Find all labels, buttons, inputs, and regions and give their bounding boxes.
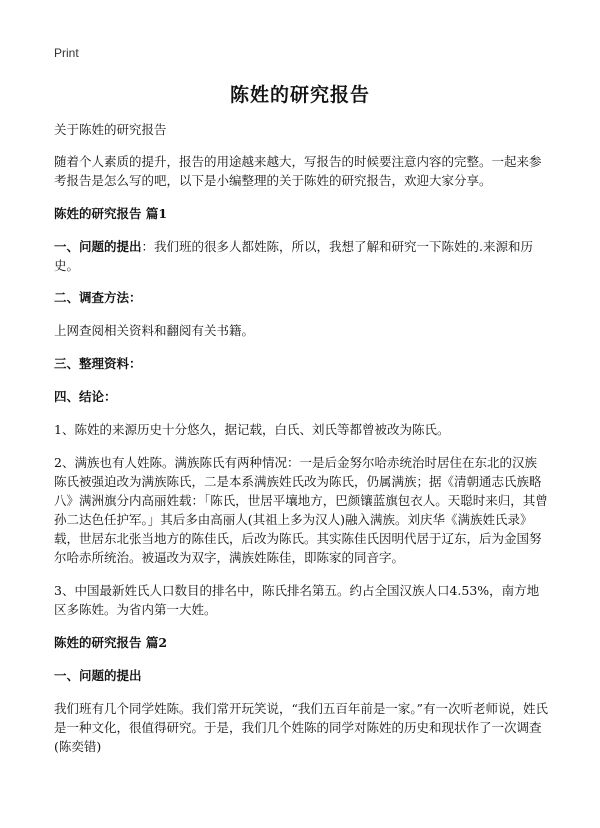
conclusion-item-3: 3、中国最新姓氏人口数目的排名中，陈氏排名第五。约占全国汉族人口4.53%，南方地区多陈姓。为省内第一大姓。 (54, 583, 540, 617)
method-text: 上网查阅相关资料和翻阅有关书籍。 (54, 323, 255, 338)
document-title: 陈姓的研究报告 (229, 84, 370, 106)
method-heading: 二、调查方法： (54, 290, 142, 305)
section-heading-part2: 陈姓的研究报告 篇2 (54, 635, 168, 650)
document-body (54, 120, 549, 770)
document-subtitle: 关于陈姓的研究报告 (54, 122, 167, 137)
print-label: Print (54, 46, 79, 60)
part2-question-text: 我们班有几个同学姓陈。我们常开玩笑说，“我们五百年前是一家。”有一次听老师说，姓氏是一种文化，很值得研究。于是，我们几个姓陈的同学对陈姓的历史和现状作了一次调查(陈奕错) (54, 701, 549, 754)
question-label: 一、问题的提出 (54, 239, 142, 254)
intro-paragraph: 随着个人素质的提升，报告的用途越来越大，写报告的时候要注意内容的完整。一起来参考报告是怎么写的吧，以下是小编整理的关于陈姓的研究报告，欢迎大家分享。 (54, 154, 542, 188)
question-paragraph (54, 237, 549, 275)
materials-heading: 三、整理资料： (54, 356, 142, 371)
conclusion-item-1: 1、陈姓的来源历史十分悠久，据记载，白氏、刘氏等都曾被改为陈氏。 (54, 422, 450, 437)
question-text: ：我们班的很多人都姓陈，所以，我想了解和研究一下陈姓的.来源和历史。 (54, 239, 533, 273)
section-heading-part1: 陈姓的研究报告 篇1 (54, 206, 168, 221)
conclusion-heading: 四、结论： (54, 389, 117, 404)
part2-question-heading: 一、问题的提出 (54, 668, 142, 683)
conclusion-item-2: 2、满族也有人姓陈。满族陈氏有两种情况：一是后金努尔哈赤统治时居住在东北的汉族陈氏被强迫改为满族陈氏，二是本系满族姓氏改为陈氏，仍属满族；据《清朝通志氏族略八》满洲旗分内高丽姓载：「陈氏，世居平壤地方，巴颜镶蓝旗包衣人。天聪时来归，其曾孙二达色任护军。」其后多由高丽人(其祖上多为汉人)融入满族。刘庆华《满族姓氏录》载，世居东北张当地方的陈佳氏，后改为陈氏。其实陈佳氏因明代居于辽东，后为金国努尔哈赤所统治。被逼改为双字，满族姓陈佳，即陈家的同音字。 (54, 455, 548, 565)
